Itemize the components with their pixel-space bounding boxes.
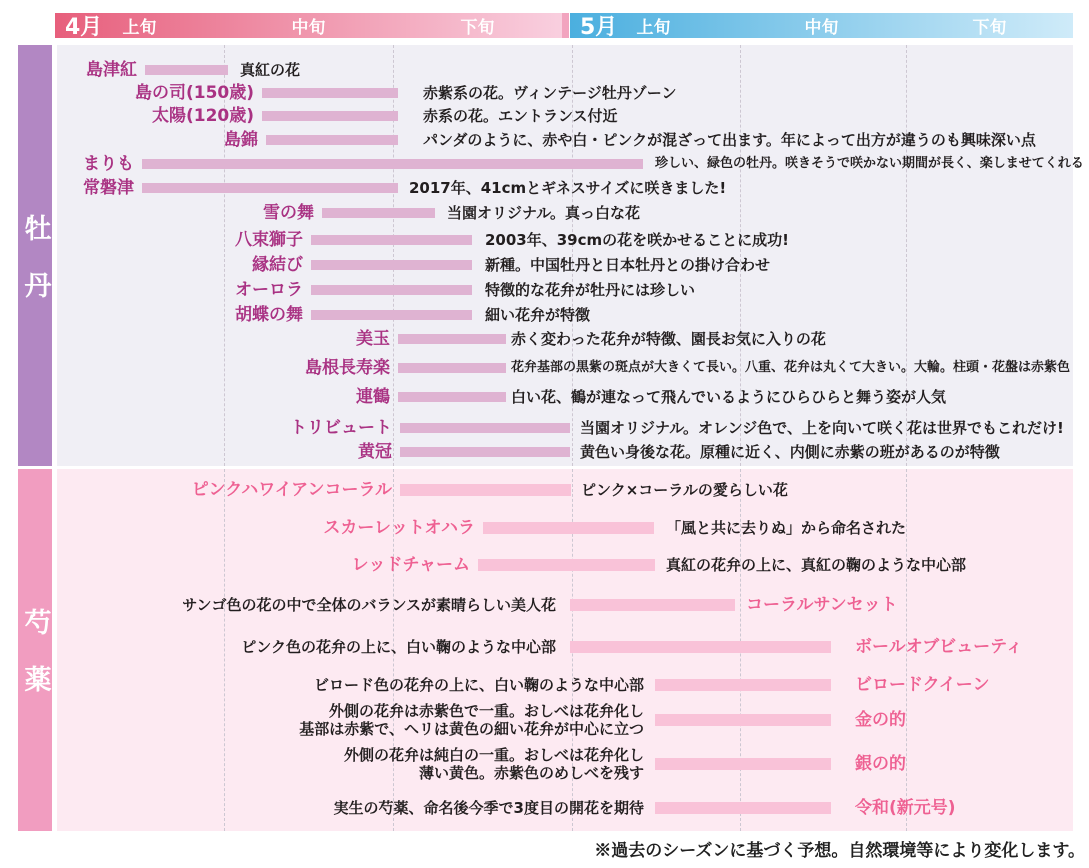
period-label: 上旬: [636, 17, 671, 38]
flower-desc: 「風と共に去りぬ」から命名された: [666, 519, 907, 537]
bloom-period-bar: [266, 135, 398, 145]
month-label: 5月: [580, 14, 618, 40]
flower-name: 島根長寿楽: [305, 358, 390, 378]
period-label: 中旬: [804, 17, 839, 38]
flower-desc: 2017年、41cmとギネスサイズに咲きました!: [409, 179, 727, 197]
flower-desc: ピンク色の花弁の上に、白い鞠のような中心部: [241, 638, 556, 656]
flower-name: 八束獅子: [235, 230, 303, 250]
bloom-period-bar: [655, 714, 831, 726]
bloom-period-bar: [145, 65, 228, 75]
flower-name: 令和(新元号): [855, 798, 956, 818]
bloom-period-bar: [655, 802, 831, 814]
flower-name: ビロードクイーン: [855, 675, 990, 695]
gridline: [393, 45, 394, 466]
gridline: [224, 469, 225, 831]
flower-name: 島の司(150歳): [134, 83, 254, 103]
flower-name: まりも: [83, 154, 134, 174]
flower-name: 太陽(120歳): [151, 106, 254, 126]
flower-name: 縁結び: [252, 255, 303, 275]
flower-desc: 新種。中国牡丹と日本牡丹との掛け合わせ: [485, 256, 771, 274]
bloom-period-bar: [570, 641, 831, 653]
flower-name: 美玉: [356, 329, 390, 349]
bloom-period-bar: [311, 260, 472, 270]
bloom-period-bar: [400, 447, 570, 457]
flower-desc: 外側の花弁は純白の一重。おしべは花弁化し 薄い黄色。赤紫色のめしべを残す: [343, 746, 644, 782]
flower-desc: パンダのように、赤や白・ピンクが混ざって出ます。年によって出方が違うのも興味深い点: [423, 131, 1036, 149]
footnote: ※過去のシーズンに基づく予想。自然環境等により変化します。: [594, 841, 1085, 861]
flower-name: 銀の的: [855, 754, 906, 774]
flower-name: ピンクハワイアンコーラル: [191, 480, 392, 500]
flower-name: トリビュート: [290, 418, 392, 438]
bloom-period-bar: [311, 310, 472, 320]
bloom-period-bar: [142, 159, 643, 169]
month-label: 4月: [65, 14, 103, 40]
flower-desc: ビロード色の花弁の上に、白い鞠のような中心部: [313, 676, 644, 694]
flower-name: 島津紅: [86, 60, 137, 80]
bloom-period-bar: [311, 285, 472, 295]
flower-name: オーロラ: [235, 280, 303, 300]
bloom-period-bar: [478, 559, 655, 571]
flower-name: スカーレットオハラ: [323, 518, 475, 538]
period-label: 中旬: [291, 17, 326, 38]
bloom-period-bar: [398, 363, 506, 373]
flower-desc: 珍しい、緑色の牡丹。咲きそうで咲かない期間が長く、楽しませてくれる: [655, 156, 1084, 171]
bloom-period-bar: [322, 208, 435, 218]
flower-name: 島錦: [224, 130, 258, 150]
flower-name: ボールオブビューティ: [855, 637, 1023, 657]
flower-desc: 黄色い身後な花。原種に近く、内側に赤紫の班があるのが特徴: [580, 443, 1000, 461]
flower-desc: 真紅の花: [240, 61, 301, 79]
flower-desc: 真紅の花弁の上に、真紅の鞠のような中心部: [666, 556, 967, 574]
flower-desc: 当園オリジナル。真っ白な花: [447, 204, 641, 222]
month-header-april: [55, 13, 562, 38]
flower-desc: 外側の花弁は赤紫色で一重。おしべは花弁化し 基部は赤紫で、ヘリは黄色の細い花弁が中心に立つ: [299, 702, 644, 738]
period-label: 下旬: [972, 17, 1007, 38]
flower-name: 黄冠: [358, 442, 392, 462]
flower-name: コーラルサンセット: [746, 595, 898, 615]
flower-desc: ピンク×コーラルの愛らしい花: [581, 481, 788, 499]
flower-name: 金の的: [855, 710, 906, 730]
bloom-period-bar: [400, 423, 570, 433]
bloom-period-bar: [655, 758, 831, 770]
flower-name: 雪の舞: [263, 203, 314, 223]
bloom-period-bar: [483, 522, 654, 534]
flower-desc: 白い花、鶴が連なって飛んでいるようにひらひらと舞う姿が人気: [511, 388, 947, 406]
bloom-period-bar: [655, 679, 831, 691]
flower-name: 連鶴: [356, 387, 390, 407]
flower-desc: 細い花弁が特徴: [485, 306, 591, 324]
bloom-period-bar: [262, 111, 398, 121]
section-label-shakuyaku: 芍薬: [19, 608, 51, 722]
flower-name: レッドチャーム: [351, 555, 470, 575]
section-sidebar-botan: [18, 45, 52, 466]
flower-desc: 赤く変わった花弁が特徴、園長お気に入りの花: [511, 330, 826, 348]
header-divider: [562, 13, 569, 38]
flower-desc: 花弁基部の黒紫の斑点が大きくて長い。八重、花弁は丸くて大きい。大輪。柱頭・花盤は赤紫色: [511, 360, 1071, 375]
bloom-period-bar: [400, 484, 571, 496]
bloom-period-bar: [262, 88, 398, 98]
period-label: 下旬: [460, 17, 495, 38]
section-label-botan: 牡丹: [19, 213, 51, 328]
flower-desc: 当園オリジナル。オレンジ色で、上を向いて咲く花は世界でもこれだけ!: [580, 419, 1064, 437]
bloom-period-bar: [570, 599, 735, 611]
flower-desc: 2003年、39cmの花を咲かせることに成功!: [485, 231, 789, 249]
flower-name: 胡蝶の舞: [235, 305, 303, 325]
flower-desc: 特徴的な花弁が牡丹には珍しい: [485, 281, 696, 299]
bloom-period-bar: [142, 183, 398, 193]
month-header-may: [570, 13, 1073, 38]
bloom-period-bar: [398, 392, 506, 402]
flower-desc: 実生の芍薬、命名後今季で3度目の開花を期待: [333, 799, 644, 817]
flower-desc: 赤紫系の花。ヴィンテージ牡丹ゾーン: [423, 84, 677, 102]
section-sidebar-shakuyaku: [18, 469, 52, 831]
bloom-period-bar: [398, 334, 506, 344]
flower-desc: 赤系の花。エントランス付近: [423, 107, 618, 125]
flower-name: 常磐津: [83, 178, 134, 198]
bloom-period-bar: [311, 235, 472, 245]
flower-desc: サンゴ色の花の中で全体のバランスが素晴らしい美人花: [182, 596, 556, 614]
period-label: 上旬: [122, 17, 157, 38]
